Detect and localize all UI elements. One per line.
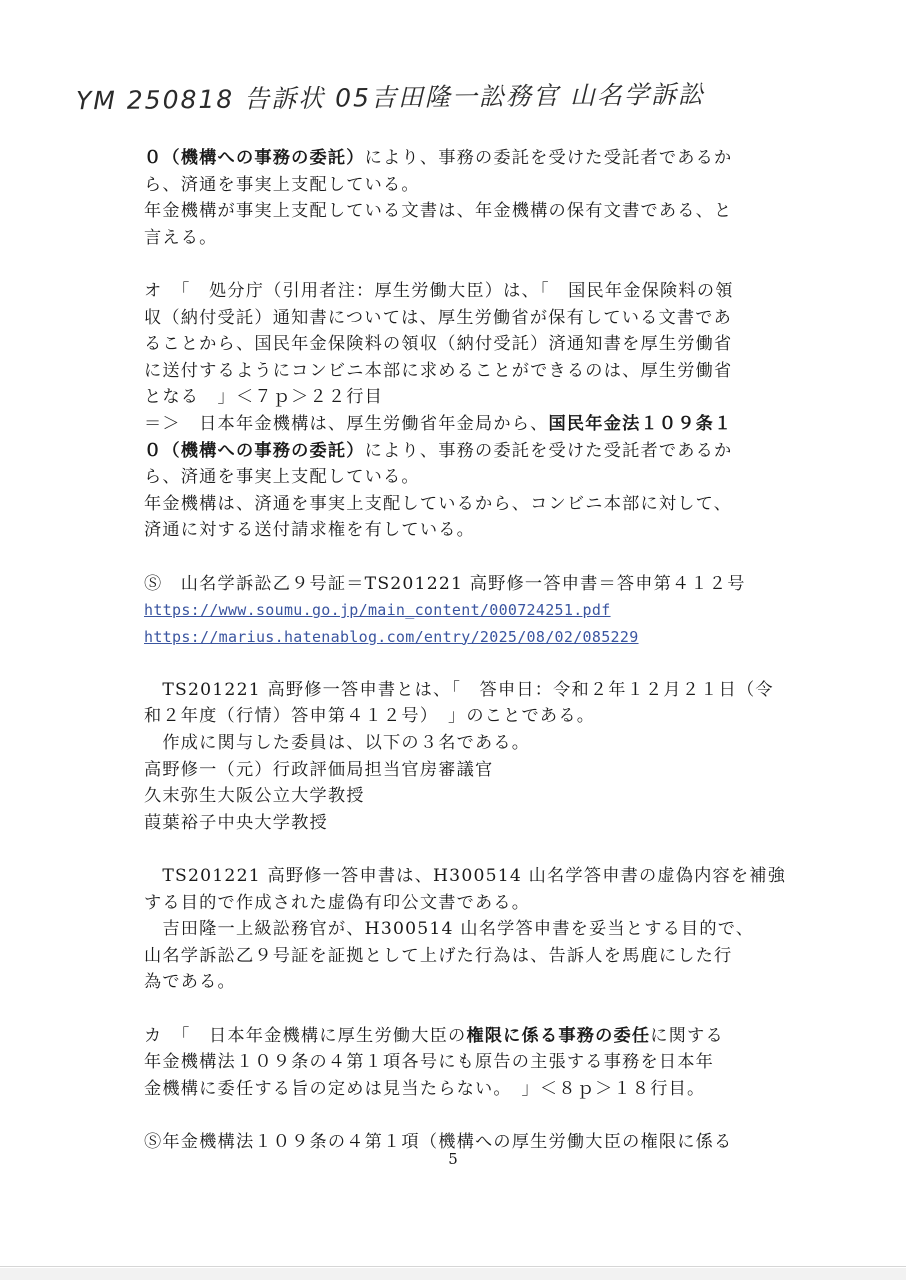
text-segment: により、事務の委託を受けた受託者であるか xyxy=(364,440,733,461)
text-line: となる 」＜７ｐ＞２２行目 xyxy=(144,387,384,408)
text-line xyxy=(144,597,794,624)
paragraph-gap xyxy=(144,544,794,571)
text-line xyxy=(144,438,794,465)
text-line: 年金機構が事実上支配している文書は、年金機構の保有文書である、と xyxy=(144,201,733,222)
bold-phrase: 国民年金法１０９条１ xyxy=(548,413,733,434)
text-line: Ⓢ 山名学訴訟乙９号証＝TS201221 高野修一答申書＝答申第４１２号 xyxy=(144,573,746,594)
soumu-pdf-link[interactable]: https://www.soumu.go.jp/main_content/000724251.pdf xyxy=(144,601,611,620)
text-line: 久末弥生大阪公立大学教授 xyxy=(144,786,365,807)
handwritten-note: YM 250818 告訴状 05吉田隆一訟務官 山名学訴訟 xyxy=(75,79,706,116)
text-line xyxy=(144,624,794,651)
paragraph-gap xyxy=(144,650,794,677)
text-line: 高野修一（元）行政評価局担当官房審議官 xyxy=(144,759,494,780)
text-line: オ 「 処分庁（引用者注：厚生労働大臣）は、「 国民年金保険料の領 xyxy=(144,280,734,301)
paragraph-gap xyxy=(144,1102,794,1129)
text-segment: ＝＞ 日本年金機構は、厚生労働省年金局から、 xyxy=(144,413,549,434)
text-line: 年金機構法１０９条の４第１項各号にも原告の主張する事務を日本年 xyxy=(144,1052,715,1073)
text-segment: により、事務の委託を受けた受託者であるか xyxy=(364,148,733,168)
text-line: 葭葉裕子中央大学教授 xyxy=(144,812,328,833)
text-line: 言える。 xyxy=(144,227,218,248)
scan-edge-divider xyxy=(0,1266,906,1267)
document-body xyxy=(144,145,794,1156)
text-line: 吉田隆一上級訟務官が、H300514 山名学答申書を妥当とする目的で、 xyxy=(144,919,755,940)
text-line: 山名学訴訟乙９号証を証拠として上げた行為は、告訴人を馬鹿にした行 xyxy=(144,945,733,966)
text-line: 年金機構は、済通を事実上支配しているから、コンビニ本部に対して、 xyxy=(144,493,733,514)
text-line: する目的で作成された虚偽有印公文書である。 xyxy=(144,892,531,913)
paragraph-gap xyxy=(144,836,794,863)
text-line: ら、済通を事実上支配している。 xyxy=(144,174,420,195)
text-line xyxy=(144,1023,794,1050)
text-line: Ⓢ年金機構法１０９条の４第１項（機構への厚生労働大臣の権限に係る xyxy=(144,1131,733,1152)
paragraph-gap xyxy=(144,251,794,278)
text-line: ら、済通を事実上支配している。 xyxy=(144,467,420,488)
text-line: ることから、国民年金保険料の領収（納付受託）済通知書を厚生労働省 xyxy=(144,334,733,355)
text-line: 金機構に委任する旨の定めは見当たらない。 」＜８ｐ＞１８行目。 xyxy=(144,1078,706,1099)
bold-phrase: ０（機構への事務の委託） xyxy=(144,440,365,461)
bold-phrase: 権限に係る事務の委任 xyxy=(466,1025,651,1046)
text-line xyxy=(144,411,794,438)
hatenablog-link[interactable]: https://marius.hatenablog.com/entry/2025/08/02/085229 xyxy=(144,627,639,646)
text-line: 済通に対する送付請求権を有している。 xyxy=(144,520,475,541)
text-line: 和２年度（行情）答申第４１２号） 」のことである。 xyxy=(144,706,596,727)
bold-phrase: ０（機構への事務の委託） xyxy=(144,148,365,168)
scan-edge xyxy=(0,1268,906,1280)
text-line: に送付するようにコンビニ本部に求めることができるのは、厚生労働省 xyxy=(144,360,733,381)
text-line: 為である。 xyxy=(144,972,236,993)
text-line: 収（納付受託）通知書については、厚生労働省が保有している文書であ xyxy=(144,307,733,328)
text-segment: カ 「 日本年金機構に厚生労働大臣の xyxy=(144,1025,467,1046)
text-line: TS201221 高野修一答申書とは、「 答申日：令和２年１２月２１日（令 xyxy=(144,679,774,700)
text-segment: に関する xyxy=(650,1025,724,1046)
text-line xyxy=(144,145,794,172)
text-line: TS201221 高野修一答申書は、H300514 山名学答申書の虚偽内容を補強 xyxy=(144,866,787,887)
paragraph-gap xyxy=(144,996,794,1023)
text-line: 作成に関与した委員は、以下の３名である。 xyxy=(144,733,531,754)
page-number: 5 xyxy=(448,1150,458,1168)
